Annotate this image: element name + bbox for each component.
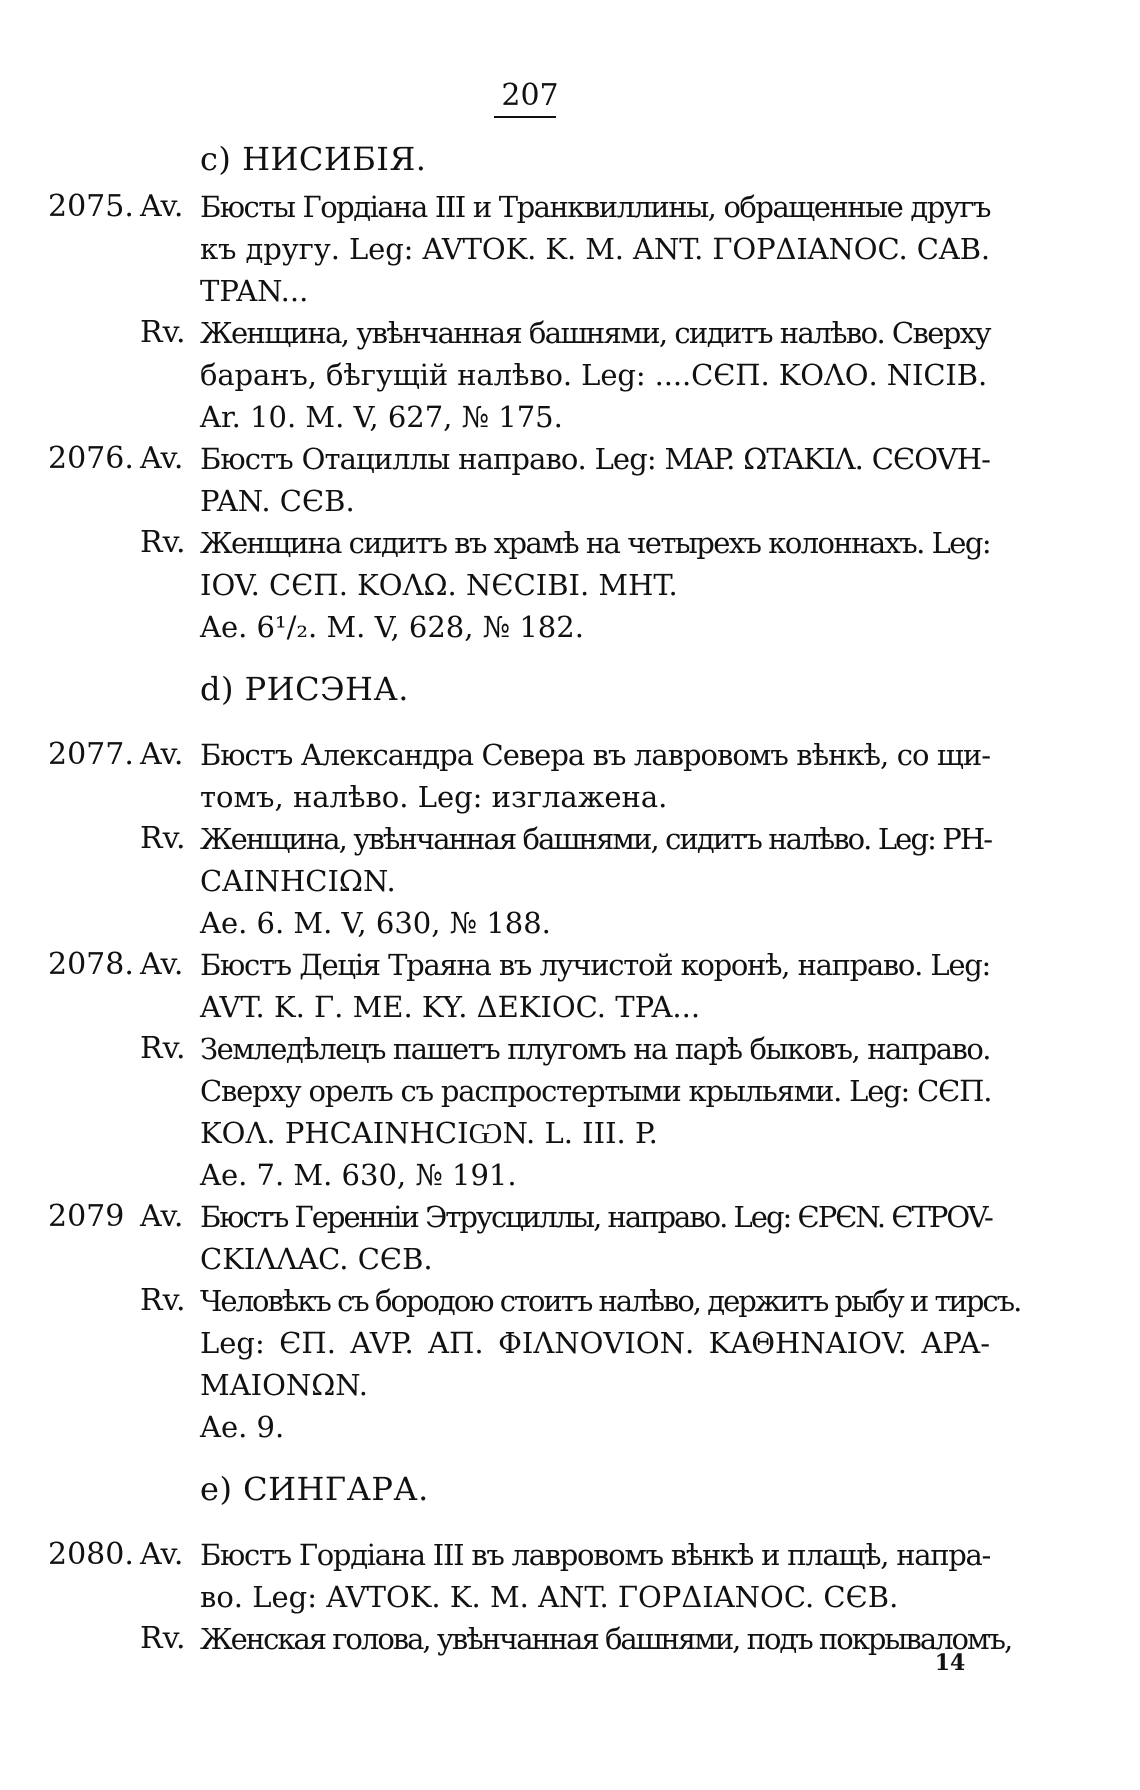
page-number: 207: [501, 78, 559, 113]
entry-number-2076: 2076.: [48, 441, 134, 476]
entry-2076-rv-line-1: Женщина сидитъ въ храмѣ на четырехъ колоннахъ. Leg:: [200, 526, 990, 560]
entry-number-2078: 2078.: [48, 947, 134, 982]
rv-label-2080: Rv.: [140, 1621, 186, 1656]
rv-label-2076: Rv.: [140, 525, 186, 560]
rv-label-2077: Rv.: [140, 821, 186, 856]
entry-number-2079: 2079: [48, 1199, 125, 1234]
entry-number-2077: 2077.: [48, 737, 134, 772]
entry-2076-rv-line-2: IOV. CЄП. ΚΟΛΩ. NЄCIBI. MHT.: [200, 568, 678, 602]
entry-2079-av-line-2: CKIΛΛAC. CЄB.: [200, 1242, 433, 1276]
entry-2078-rv-line-2: Сверху орелъ съ распростертыми крыльями. Leg: CЄП.: [200, 1074, 992, 1108]
rv-label-2078: Rv.: [140, 1031, 186, 1066]
entry-2079-rv-line-2: Leg: ЄП. AVP. AΠ. ΦΙΛΝΟVΙΟΝ. ΚΑΘΗΝΑΙΟV. APA-: [200, 1326, 990, 1360]
rv-label-2079: Rv.: [140, 1283, 186, 1318]
entry-2080-av-line-2: во. Leg: AVTOK. K. M. ANT. ΓΟΡΔΙΑΝΟC. CЄB.: [200, 1580, 899, 1614]
entry-2078-rv-line-1: Земледѣлецъ пашетъ плугомъ на парѣ быковъ, направо.: [200, 1032, 990, 1066]
av-label-2076: Av.: [140, 441, 184, 476]
av-label-2080: Av.: [140, 1537, 184, 1572]
signature-mark: 14: [934, 1650, 966, 1676]
section-heading-singara: e) СИНГАРА.: [200, 1470, 429, 1508]
entry-2077-av-line-2: томъ, налѣво. Leg: изглажена.: [200, 780, 668, 814]
entry-2075-rv-line-2: баранъ, бѣгущій налѣво. Leg: ....CЄП. ΚΟΛΟ. NICIB.: [200, 358, 988, 392]
av-label-2075: Av.: [140, 189, 184, 224]
entry-2076-rv-line-3: Ae. 6¹/₂. M. V, 628, № 182.: [200, 610, 584, 644]
entry-2077-rv-line-1: Женщина, увѣнчанная башнями, сидитъ налѣво. Leg: PH-: [200, 822, 992, 856]
entry-2077-rv-line-2: CAINHCIΩN.: [200, 864, 396, 898]
entry-2075-av-line-3: TPAN...: [200, 274, 309, 308]
entry-2078-av-line-2: AVT. K. Γ. ME. KY. ΔΕΚΙΟC. TPA...: [200, 990, 701, 1024]
entry-number-2075: 2075.: [48, 189, 134, 224]
entry-2078-rv-line-3: ΚΟΛ. PHCAINHCIѠN. L. III. P.: [200, 1116, 658, 1150]
av-label-2079: Av.: [140, 1199, 184, 1234]
entry-2075-av-line-2: къ другу. Leg: AVTOK. K. M. ANT. ΓΟΡΔΙΑΝΟC. CAB.: [200, 232, 991, 266]
entry-2076-av-line-2: PAN. CЄB.: [200, 484, 355, 518]
entry-number-2080: 2080.: [48, 1537, 134, 1572]
rv-label-2075: Rv.: [140, 315, 186, 350]
entry-2077-av-line-1: Бюстъ Александра Севера въ лавровомъ вѣнкѣ, со щи-: [200, 738, 990, 772]
entry-2079-rv-line-4: Ae. 9.: [200, 1410, 285, 1444]
entry-2078-av-line-1: Бюстъ Деція Траяна въ лучистой коронѣ, направо. Leg:: [200, 948, 990, 982]
av-label-2078: Av.: [140, 947, 184, 982]
entry-2078-rv-line-4: Ae. 7. M. 630, № 191.: [200, 1158, 517, 1192]
entry-2075-rv-line-1: Женщина, увѣнчанная башнями, сидитъ налѣво. Сверху: [200, 316, 990, 350]
entry-2076-av-line-1: Бюстъ Отациллы направо. Leg: MAP. ΩTAKIΛ. CЄOVH-: [200, 442, 990, 476]
entry-2077-rv-line-3: Ae. 6. M. V, 630, № 188.: [200, 906, 551, 940]
entry-2079-rv-line-1: Человѣкъ съ бородою стоитъ налѣво, держитъ рыбу и тирсъ.: [200, 1284, 1021, 1318]
entry-2080-rv-line-1: Женская голова, увѣнчанная башнями, подъ покрываломъ,: [200, 1622, 1012, 1656]
section-heading-nisibia: c) НИСИБІЯ.: [200, 140, 427, 178]
av-label-2077: Av.: [140, 737, 184, 772]
entry-2075-av-line-1: Бюсты Гордіана III и Транквиллины, обращенные другъ: [200, 190, 990, 224]
section-heading-risena: d) РИСЭНА.: [200, 670, 409, 708]
entry-2079-av-line-1: Бюстъ Геренніи Этрусциллы, направо. Leg: ЄPЄN. ЄTPOV-: [200, 1200, 992, 1234]
entry-2075-rv-line-3: Ar. 10. M. V, 627, № 175.: [200, 400, 563, 434]
page-number-underline: [494, 116, 556, 118]
entry-2079-rv-line-3: MAIONΩN.: [200, 1368, 369, 1402]
entry-2080-av-line-1: Бюстъ Гордіана III въ лавровомъ вѣнкѣ и плащѣ, напра-: [200, 1538, 990, 1572]
